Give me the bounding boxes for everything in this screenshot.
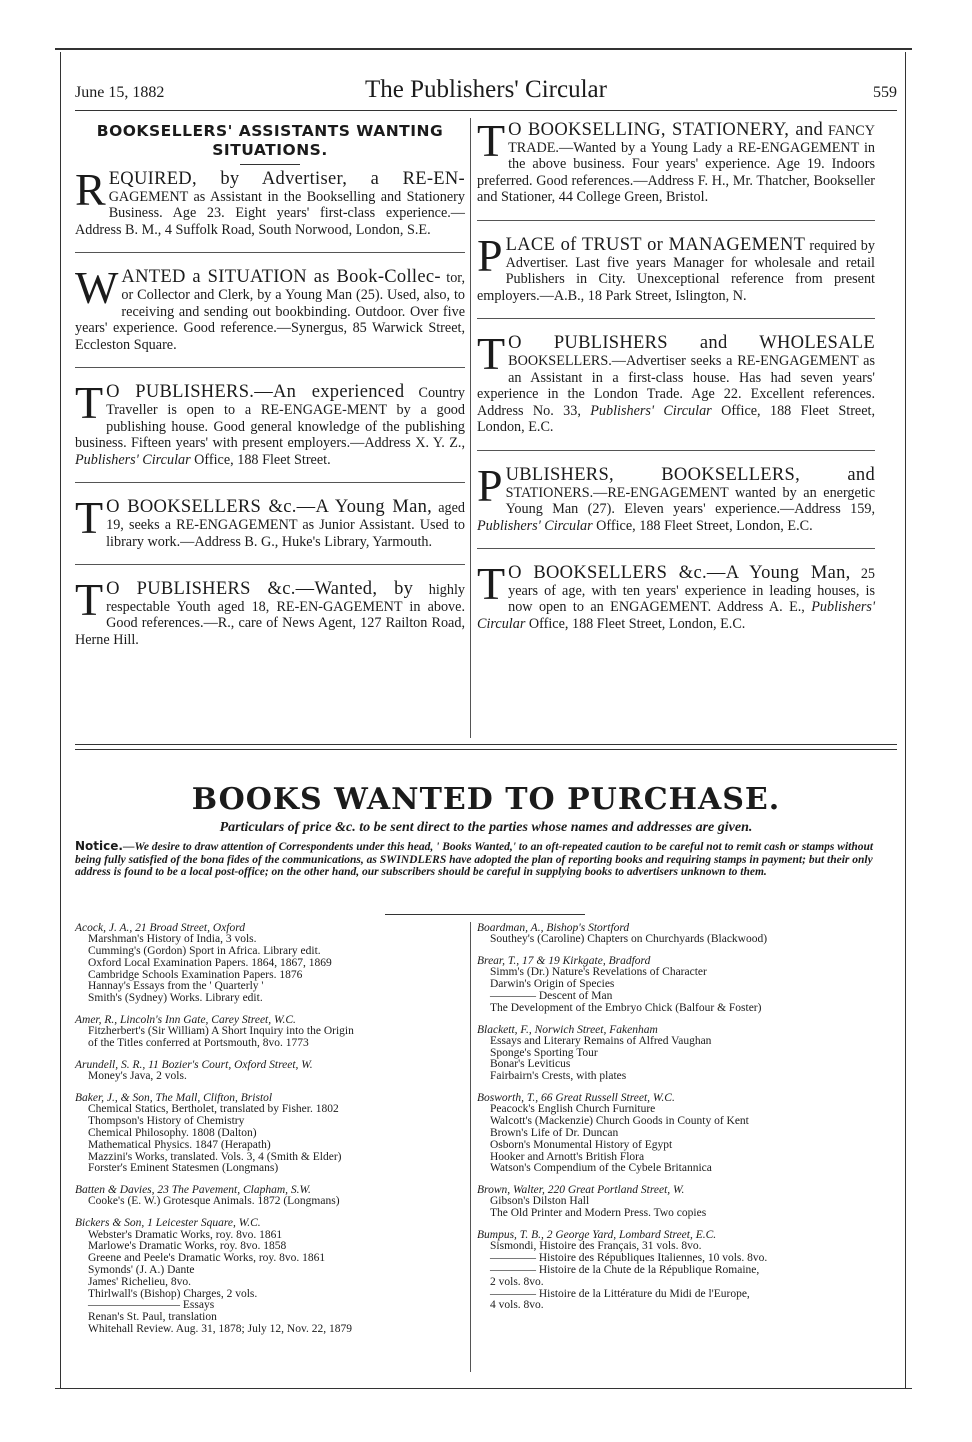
entry-book: Symonds' (J. A.) Dante [88,1263,195,1276]
entry-book: 2 vols. 8vo. [490,1275,544,1288]
entry-book: ———————— Essays [88,1299,215,1312]
entry-book: Chemical Statics, Bertholet, translated by Fisher. 1802 [88,1103,339,1116]
entry-address: Bosworth, T., 66 Great Russell Street, W.C. [477,1092,675,1105]
ad-initial: W [75,262,119,314]
entry-book: 4 vols. 8vo. [490,1299,544,1312]
entry-book: of the Titles conferred at Portsmouth, 8vo. 1773 [88,1037,309,1050]
ad-tail: Office, 188 Fleet Street, London, E.C. [525,616,746,633]
ad-body: highly respectable Youth aged 18, RE-EN-GAGEMENT in above. Good references.—R., care of News Agent, 127 Railton Road, Herne Hill. [75,582,465,648]
entry-book: Sponge's Sporting Tour [490,1046,598,1059]
ad-initial: T [75,377,104,429]
ad-first-line: LACE of TRUST or MANAGEMENT [505,234,806,255]
entry-book: Essays and Literary Remains of Alfred Vaughan [490,1034,712,1047]
entry-address: Amer, R., Lincoln's Inn Gate, Carey Street, W.C. [75,1014,296,1027]
entry-book: ———— Histoire de la Littérature du Midi de l'Europe, [490,1287,750,1300]
entry-book: Walcott's (Mackenzie) Church Goods in County of Kent [490,1115,749,1128]
header-rule [75,110,897,111]
entry-address: Bumpus, T. B., 2 George Yard, Lombard Street, E.C. [477,1229,717,1242]
wanted-entry [75,922,465,1005]
wanted-entry [75,1184,465,1208]
entry-address: Baker, J., & Son, The Mall, Clifton, Bristol [75,1092,273,1105]
advertisement [75,492,465,550]
ad-separator [75,252,465,253]
double-rule [75,744,897,750]
entry-address: Blackett, F., Norwich Street, Fakenham [477,1023,658,1036]
wanted-entry [477,1229,877,1312]
entry-book: Hannay's Essays from the ' Quarterly ' [88,980,264,993]
section-title-line-1: BOOKSELLERS' ASSISTANTS WANTING [96,122,444,140]
entry-address: Arundell, S. R., 11 Bozier's Court, Oxford Street, W. [75,1058,313,1071]
advertisement [75,164,465,238]
right-column [477,115,876,633]
entry-address: Acock, J. A., 21 Broad Street, Oxford [75,922,246,934]
entry-book: Thompson's History of Chemistry [88,1115,245,1128]
ad-separator [75,564,465,565]
entry-book: ———— Histoire des Républiques Italiennes, 10 vols. 8vo. [490,1252,768,1265]
ad-italic: Publishers' Circular [477,517,593,534]
entry-book: The Development of the Embryo Chick (Balfour & Foster) [490,1001,762,1014]
entry-book: Osborn's Monumental History of Egypt [490,1138,673,1151]
entry-book: Thirlwall's (Bishop) Charges, 2 vols. [88,1287,258,1300]
wanted-entry [75,1059,465,1083]
ad-initial: P [477,459,503,511]
ad-body: BOOKSELLERS.—Advertiser seeks a RE-ENGAGEMENT as an Assistant in a first-class house. Has had seven years' experience in the London Trade. Age 22. Excellent references. Address No. 33, [477,352,875,419]
wanted-entry [477,922,877,946]
ad-first-line: O BOOKSELLING, STATIONERY, and [508,120,824,140]
ad-initial: T [75,492,104,544]
advertisement [477,115,875,206]
wanted-list-right [477,922,877,1321]
ad-first-line: O BOOKSELLERS &c.—A Young Man, [508,563,851,584]
entry-address: Brear, T., 17 & 19 Kirkgate, Bradford [477,955,651,968]
ad-tail: Office, 188 Fleet Street, London, E.C. [592,517,813,534]
ad-initial: P [477,229,503,281]
ad-body: required by Advertiser. Last five years Manager for wholesale and retail Publishers in City. Unexceptional reference from present employers.—A.B., 18 Park Street, Islington, N. [477,237,875,304]
wanted-entry [477,955,877,1014]
ad-initial: T [477,115,506,166]
ad-italic: Publishers' Circular [75,451,191,468]
header-date: June 15, 1882 [75,84,165,101]
entry-book: Smith's (Sydney) Works. Library edit. [88,992,263,1005]
entry-book: Cumming's (Gordon) Sport in Africa. Library edit. [88,945,321,958]
entry-book: Fitzherbert's (Sir William) A Short Inquiry into the Origin [88,1025,354,1038]
entry-book: Brown's Life of Dr. Duncan [490,1126,619,1139]
ad-tail: Office, 188 Fleet Street. [190,451,331,468]
ad-separator [477,548,875,549]
ad-first-line: ANTED a SITUATION as Book-Collec- [121,267,441,288]
ad-first-line: O PUBLISHERS.—An experienced [106,382,405,403]
ad-first-line: O PUBLISHERS &c.—Wanted, by [106,579,414,600]
books-wanted-subtitle: Particulars of price &c. to be sent direct to the parties whose names and addresses are given. [219,820,753,835]
ad-italic: Publishers' Circular [590,402,712,419]
entry-address: Boardman, A., Bishop's Stortford [477,922,630,934]
ad-first-line: O BOOKSELLERS &c.—A Young Man, [106,497,433,518]
entry-address: Batten & Davies, 23 The Pavement, Clapham, S.W. [75,1184,311,1197]
entry-book: Oxford Local Examination Papers. 1864, 1867, 1869 [88,956,332,969]
entry-book: Peacock's English Church Furniture [490,1103,656,1116]
ad-tail: Office, 188 Fleet Street, London, E.C. [477,402,876,436]
entry-book: Whitehall Review. Aug. 31, 1878; July 12, Nov. 22, 1879 [88,1322,352,1335]
entry-book: James' Richelieu, 8vo. [88,1275,191,1288]
left-column [75,122,465,648]
ad-body: FANCY TRADE.—Wanted by a Young Lady a RE-ENGAGEMENT in the above business. Four years' experience. Age 19. Indoors preferred. Good references.—Address F. H., Mr. Thatcher, Bookseller and Stationer, 44 College Green, Bristol. [477,123,875,206]
ad-first-line: EQUIRED, by Advertiser, a RE-EN- [108,169,465,189]
ad-separator [75,367,465,368]
advertisement [75,262,465,353]
ad-initial: T [477,328,506,380]
advertisement [477,328,876,436]
bottom-border [55,1388,912,1389]
header-title: The Publishers' Circular [365,76,607,103]
entry-address: Brown, Walter, 220 Great Portland Street, W. [477,1184,685,1197]
wanted-list-left [75,922,465,1345]
right-ads [477,115,876,633]
ad-body: 25 years of age, with ten years' experience in leading houses, is now open to an ENGAGEMENT. Address A. E., [508,566,875,616]
entry-book: Renan's St. Paul, translation [88,1311,217,1324]
section-title-line-2: SITUATIONS. [212,141,328,159]
advertisement [75,377,465,468]
advertisement [75,574,465,648]
entry-book: ———— Descent of Man [490,989,613,1002]
ad-initial: T [75,574,104,626]
ad-separator [477,318,875,319]
entry-book: Greene and Peele's Dramatic Works, roy. 8vo. 1861 [88,1252,326,1265]
entry-book: Mathematical Physics. 1847 (Herapath) [88,1138,271,1151]
entry-book: Bonar's Leviticus [490,1058,571,1071]
ad-first-line: UBLISHERS, BOOKSELLERS, and [505,464,875,485]
ad-body: GAGEMENT as Assistant in the Bookselling and Stationery Business. Age 23. Eight years' first-class experience.—Address B. M., 4 Suffolk Road, South Norwood, London, S.E. [75,188,465,238]
ad-separator [477,220,875,221]
wanted-entry [75,1014,465,1050]
ad-body: STATIONERS.—RE-ENGAGEMENT wanted by an energetic Young Man (27). Eleven years' experience.—Address 159, [505,484,875,518]
entry-book: Mazzini's Works, translated. Vols. 3, 4 (Smith & Elder) [88,1150,342,1163]
ad-initial: T [477,558,506,610]
entry-book: Chemical Philosophy. 1808 (Dalton) [88,1126,257,1139]
ad-body: Country Traveller is open to a RE-ENGAGE-MENT by a good publishing house. Good general knowledge of the publishing business. Fifteen years' with present employers.—Address X. Y. Z., [75,385,465,452]
entry-book: Watson's Compendium of the Cybele Britannica [490,1162,712,1175]
notice-rule [385,914,585,915]
wanted-entry [477,1092,877,1175]
entry-book: Webster's Dramatic Works, roy. 8vo. 1861 [88,1228,283,1241]
header-page-number: 559 [873,84,897,101]
entry-book: Simm's (Dr.) Nature's Revelations of Character [490,966,707,979]
left-ads [75,164,465,648]
entry-book: Gibson's Dilston Hall [490,1195,590,1208]
advertisement [477,459,875,534]
ad-separator [477,450,875,451]
entry-book: Hooker and Arnott's British Flora [490,1150,645,1163]
ad-separator [75,482,465,483]
column-divider [470,118,471,738]
wanted-entry [75,1217,465,1335]
entry-book: Sismondi, Histoire des Français, 31 vols. 8vo. [490,1240,702,1253]
section-rule [240,164,300,165]
wanted-entry [477,1024,877,1083]
ad-first-line: O PUBLISHERS and WHOLESALE [508,333,875,354]
ad-initial: R [75,164,106,215]
entry-book: Cooke's (E. W.) Grotesque Animals. 1872 (Longmans) [88,1195,340,1208]
entry-book: The Old Printer and Modern Press. Two copies [490,1207,707,1220]
advertisement [477,558,875,633]
wanted-entry [75,1092,465,1175]
top-border [55,48,912,50]
entry-book: Southey's (Caroline) Chapters on Churchyards (Blackwood) [490,933,768,946]
entry-book: Fairbairn's Crests, with plates [490,1070,627,1083]
notice-text: —We desire to draw attention of Correspondents under this head, ' Books Wanted,' to an oft-repeated caution to be careful not to remit cash or stamps without being fully satisfied of the bona fides of the communications, as SWINDLERS have adopted the plan of reporting books and requiring stamps in payment; but their only address is found to be a local post-office; on the other hand, our subscribers should be careful in supplying books to advertisers unknown to them. [75,841,874,878]
notice-label: Notice. [75,839,123,853]
list-divider [470,922,471,1372]
entry-book: Marshman's History of India, 3 vols. [88,933,257,946]
entry-book: Forster's Eminent Statesmen (Longmans) [88,1162,279,1175]
entry-book: ———— Histoire de la Chute de la République Romaine, [490,1263,760,1276]
ad-body: aged 19, seeks a RE-ENGAGEMENT as Junior Assistant. Used to library work.—Address B. G., Huke's Library, Yarmouth. [106,500,465,550]
page-header [75,76,897,106]
ad-italic: Publishers' Circular [477,599,875,633]
entry-book: Darwin's Origin of Species [490,978,615,991]
books-wanted-title: BOOKS WANTED TO PURCHASE. [191,782,781,817]
entry-book: Cambridge Schools Examination Papers. 1876 [88,968,303,981]
entry-book: Marlowe's Dramatic Works, roy. 8vo. 1858 [88,1240,287,1253]
notice-block [75,840,897,879]
advertisement [477,229,875,304]
wanted-entry [477,1184,877,1220]
entry-book: Money's Java, 2 vols. [88,1070,187,1083]
entry-address: Bickers & Son, 1 Leicester Square, W.C. [75,1217,261,1230]
section-title [75,122,465,160]
ad-body: tor, or Collector and Clerk, by a Young Man (25). Used, also, to receiving and sending out bookbinding. Outdoor. Over five years' experience. Good reference.—Synergus, 85 Warwick Street, Eccleston Square. [75,270,465,353]
